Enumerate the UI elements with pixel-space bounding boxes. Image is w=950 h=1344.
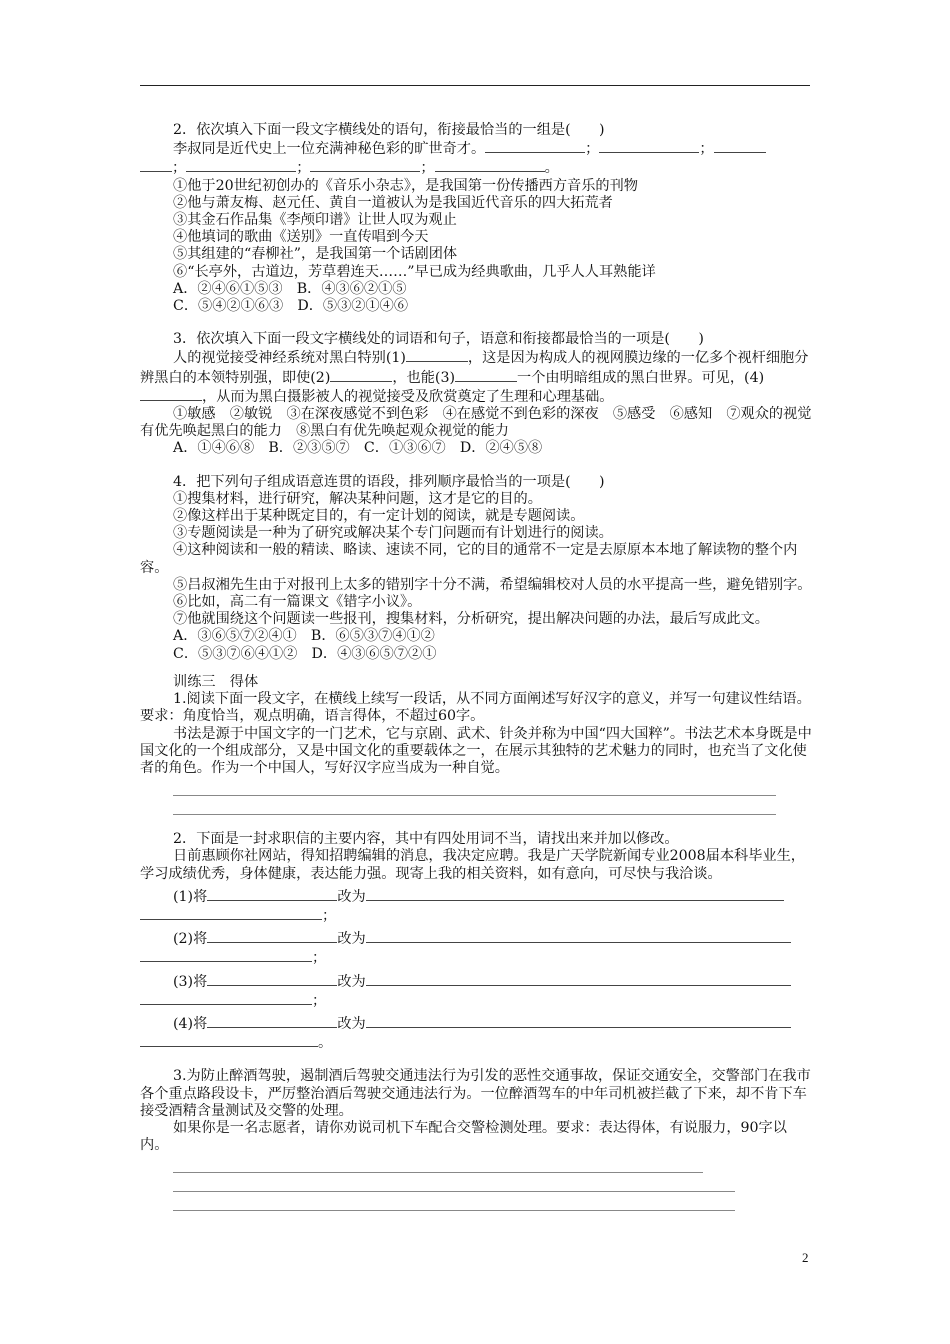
fix-4-revised-blank-cont[interactable] (140, 1033, 318, 1047)
fix-2-revised-blank-cont[interactable] (140, 948, 312, 962)
fix-number-3: (3) (173, 973, 194, 990)
q4-sentence-3: ③专题阅读是一种为了研究或解决某个专门问题而有计划进行的阅读。 (173, 525, 613, 542)
fix-to-4: 改为 (337, 1015, 366, 1032)
q3-passage-part-5: ，从而为黑白摄影被人的视觉接受及欣赏奠定了生理和心理基础。 (202, 388, 614, 405)
fix-1-revised-blank-cont[interactable] (140, 906, 322, 920)
t3-q2-stem: 2．下面是一封求职信的主要内容，其中有四处用词不当，请找出来并加以修改。 (173, 831, 679, 848)
t3-q1-answer-line-1[interactable] (173, 777, 776, 796)
fix-number-4: (4) (173, 1015, 194, 1032)
q2-answers-cd: C．⑤④②①⑥③ D．⑤③②①④⑥ (173, 298, 409, 315)
q3-passage-part-1: 人的视觉接受神经系统对黑白特别(1) (173, 350, 406, 367)
q3-blank-1[interactable] (406, 348, 468, 362)
fix-2-original-blank[interactable] (207, 929, 337, 943)
t3-q3-requirement: 如果你是一名志愿者，请你劝说司机下车配合交警检测处理。要求：表达得体，有说服力，90字以内。 (140, 1119, 787, 1154)
fix-number-2: (2) (173, 931, 194, 948)
q3-blank-2[interactable] (330, 368, 392, 382)
t3-q2-fix-3 (140, 972, 812, 991)
t3-q2-fix-2-cont (140, 948, 812, 967)
q2-option-6: ⑥“长亭外，古道边，芳草碧连天……”早已成为经典歌曲，几乎人人耳熟能详 (173, 263, 656, 280)
q3-blank-3[interactable] (455, 368, 517, 382)
q3-passage-part-3: ，也能(3) (392, 369, 456, 386)
fix-3-revised-blank-cont[interactable] (140, 991, 312, 1005)
header-rule (140, 85, 810, 86)
fix-4-original-blank[interactable] (207, 1014, 337, 1028)
fix-to-2: 改为 (337, 931, 366, 948)
q2-blank-1[interactable] (485, 139, 585, 153)
fix-4-revised-blank[interactable] (366, 1014, 791, 1028)
q3-blank-4[interactable] (140, 387, 202, 401)
q3-stem: 3．依次填入下面一段文字横线处的词语和句子，语意和衔接都最恰当的一项是( ) (173, 331, 704, 348)
q2-blank-2[interactable] (599, 139, 699, 153)
worksheet-body (140, 122, 812, 1211)
q4-sentence-1: ①搜集材料，进行研究，解决某种问题，这才是它的目的。 (173, 490, 542, 507)
q4-sentence-6: ⑥比如，高二有一篇课文《错字小议》。 (173, 594, 422, 611)
t3-q3-answer-line-3[interactable] (173, 1192, 735, 1211)
q4-sentence-4: ④这种阅读和一般的精读、略读、速读不同，它的目的通常不一定是去原原本本地了解读物的整个内容。 (140, 542, 798, 576)
q3-passage-part-4: 一个由明暗组成的黑白世界。可见，(4) (517, 369, 765, 386)
fix-2-semicolon: ； (312, 950, 327, 967)
fix-to-1: 改为 (337, 888, 366, 905)
fix-word-1: 将 (193, 888, 208, 905)
fix-2-revised-blank[interactable] (366, 929, 791, 943)
q2-lead: 李叔同是近代史上一位充满神秘色彩的旷世奇才。 ； ； (140, 139, 812, 158)
q3-passage-part-2: ，这是因为构成人的视网膜边缘的一亿多个视杆细胞分辨黑白的本领特别强，即使(2) (140, 350, 809, 386)
q2-blank-4[interactable] (186, 158, 296, 172)
q2-option-1: ①他于20世纪初创办的《音乐小杂志》，是我国第一份传播西方音乐的刊物 (173, 177, 638, 194)
fix-3-semicolon: ； (312, 992, 327, 1009)
fix-3-original-blank[interactable] (207, 972, 337, 986)
q2-option-4: ④他填词的歌曲《送别》一直传唱到今天 (173, 229, 429, 246)
q4-sentence-7: ⑦他就围绕这个问题读一些报刊，搜集材料，分析研究，提出解决问题的办法，最后写成此文。 (173, 611, 769, 628)
q2-option-2: ②他与萧友梅、赵元任、黄自一道被认为是我国近代音乐的四大拓荒者 (173, 194, 613, 211)
q2-lead-text: 李叔同是近代史上一位充满神秘色彩的旷世奇才。 (173, 141, 486, 158)
fix-to-3: 改为 (337, 973, 366, 990)
t3-q2-fix-1-cont (140, 906, 812, 925)
page-number: 2 (802, 1250, 809, 1265)
q4-sentence-2: ②像这样出于某种既定目的，有一定计划的阅读，就是专题阅读。 (173, 508, 585, 525)
q2-blank-3b[interactable] (140, 158, 172, 172)
q2-option-5: ⑤其组建的“春柳社”，是我国第一个话剧团体 (173, 246, 458, 263)
q3-answers: A．①④⑥⑧ B．②③⑤⑦ C．①③⑥⑦ D．②④⑤⑧ (173, 440, 543, 457)
fix-word-4: 将 (193, 1015, 208, 1032)
t3-q1-stem: 1.阅读下面一段文字，在横线上续写一段话，从不同方面阐述写好汉字的意义，并写一句建议性结语。要求：角度恰当，观点明确，语言得体，不超过60字。 (140, 691, 811, 725)
t3-q1-answer-line-2[interactable] (173, 796, 776, 815)
fix-word-3: 将 (193, 973, 208, 990)
q4-answers-ab: A．③⑥⑤⑦②④① B．⑥⑤③⑦④①② (173, 628, 435, 645)
t3-q2-fix-2 (140, 929, 812, 948)
q2-stem: 2．依次填入下面一段文字横线处的语句，衔接最恰当的一组是( ) (173, 122, 605, 138)
t3-q3-answer-line-2[interactable] (173, 1173, 735, 1192)
t3-q3-stem: 3.为防止醉酒驾驶，遏制酒后驾驶交通违法行为引发的恶性交通事故，保证交通安全，交警部门在我市各个重点路段设卡，严厉整治酒后驾驶交通违法行为。一位醉酒驾车的中年司机被拦截了下来，却不肯下车接受酒精含量测试及交警的处理。 (140, 1068, 811, 1119)
t3-q2-fix-1 (140, 887, 812, 906)
t3-q1-text: 书法是源于中国文字的一门艺术，它与京剧、武术、针灸并称为中国“四大国粹”。书法艺术本身既是中国文化的一个组成部分，又是中国文化的重要载体之一，在展示其独特的艺术魅力的同时，也充当了文化使者的角色。作为一个中国人，写好汉字应当成为一种自觉。 (140, 725, 812, 776)
t3-q2-fix-4 (140, 1014, 812, 1033)
q3-items: ①敏感 ②敏锐 ③在深夜感觉不到色彩 ④在感觉不到色彩的深夜 ⑤感受 ⑥感知 ⑦观众的视觉有优先唤起黑白的能力 ⑧黑白有优先唤起观众视觉的能力 (140, 406, 812, 440)
fix-1-original-blank[interactable] (207, 887, 337, 901)
q4-stem: 4．把下列句子组成语意连贯的语段，排列顺序最恰当的一项是( ) (173, 473, 605, 490)
q2-blank-6[interactable] (435, 158, 545, 172)
q4-sentence-5: ⑤吕叔湘先生由于对报刊上太多的错别字十分不满，希望编辑校对人员的水平提高一些，避免错别字。 (173, 576, 812, 593)
q3-passage (140, 348, 812, 406)
t3-q3-answer-line-1[interactable] (173, 1154, 703, 1173)
q2-answers-ab: A．②④⑥①⑤③ B．④③⑥②①⑤ (173, 280, 407, 297)
t3-q2-fix-4-cont (140, 1033, 812, 1052)
q2-option-3: ③其金石作品集《李颅印谱》让世人叹为观止 (173, 212, 457, 229)
q2-lead-cont: ； ； ； 。 (140, 158, 812, 177)
fix-4-period: 。 (318, 1035, 333, 1052)
q4-answers-cd: C．⑤③⑦⑥④①② D．④③⑥⑤⑦②① (173, 645, 437, 662)
fix-number-1: (1) (173, 888, 194, 905)
t3-q2-fix-3-cont (140, 991, 812, 1010)
fix-word-2: 将 (193, 931, 208, 948)
q2-blank-3[interactable] (714, 139, 766, 153)
q2-blank-5[interactable] (310, 158, 420, 172)
fix-3-revised-blank[interactable] (366, 972, 791, 986)
fix-1-revised-blank[interactable] (366, 887, 784, 901)
fix-1-semicolon: ； (322, 907, 337, 924)
t3-q2-text: 日前惠顾你社网站，得知招聘编辑的消息，我决定应聘。我是广天学院新闻专业2008届本科毕业生，学习成绩优秀，身体健康，表达能力强。现寄上我的相关资料，如有意向，可尽快与我洽谈。 (140, 848, 805, 882)
section-heading-training-3: 训练三 得体 (173, 673, 259, 690)
